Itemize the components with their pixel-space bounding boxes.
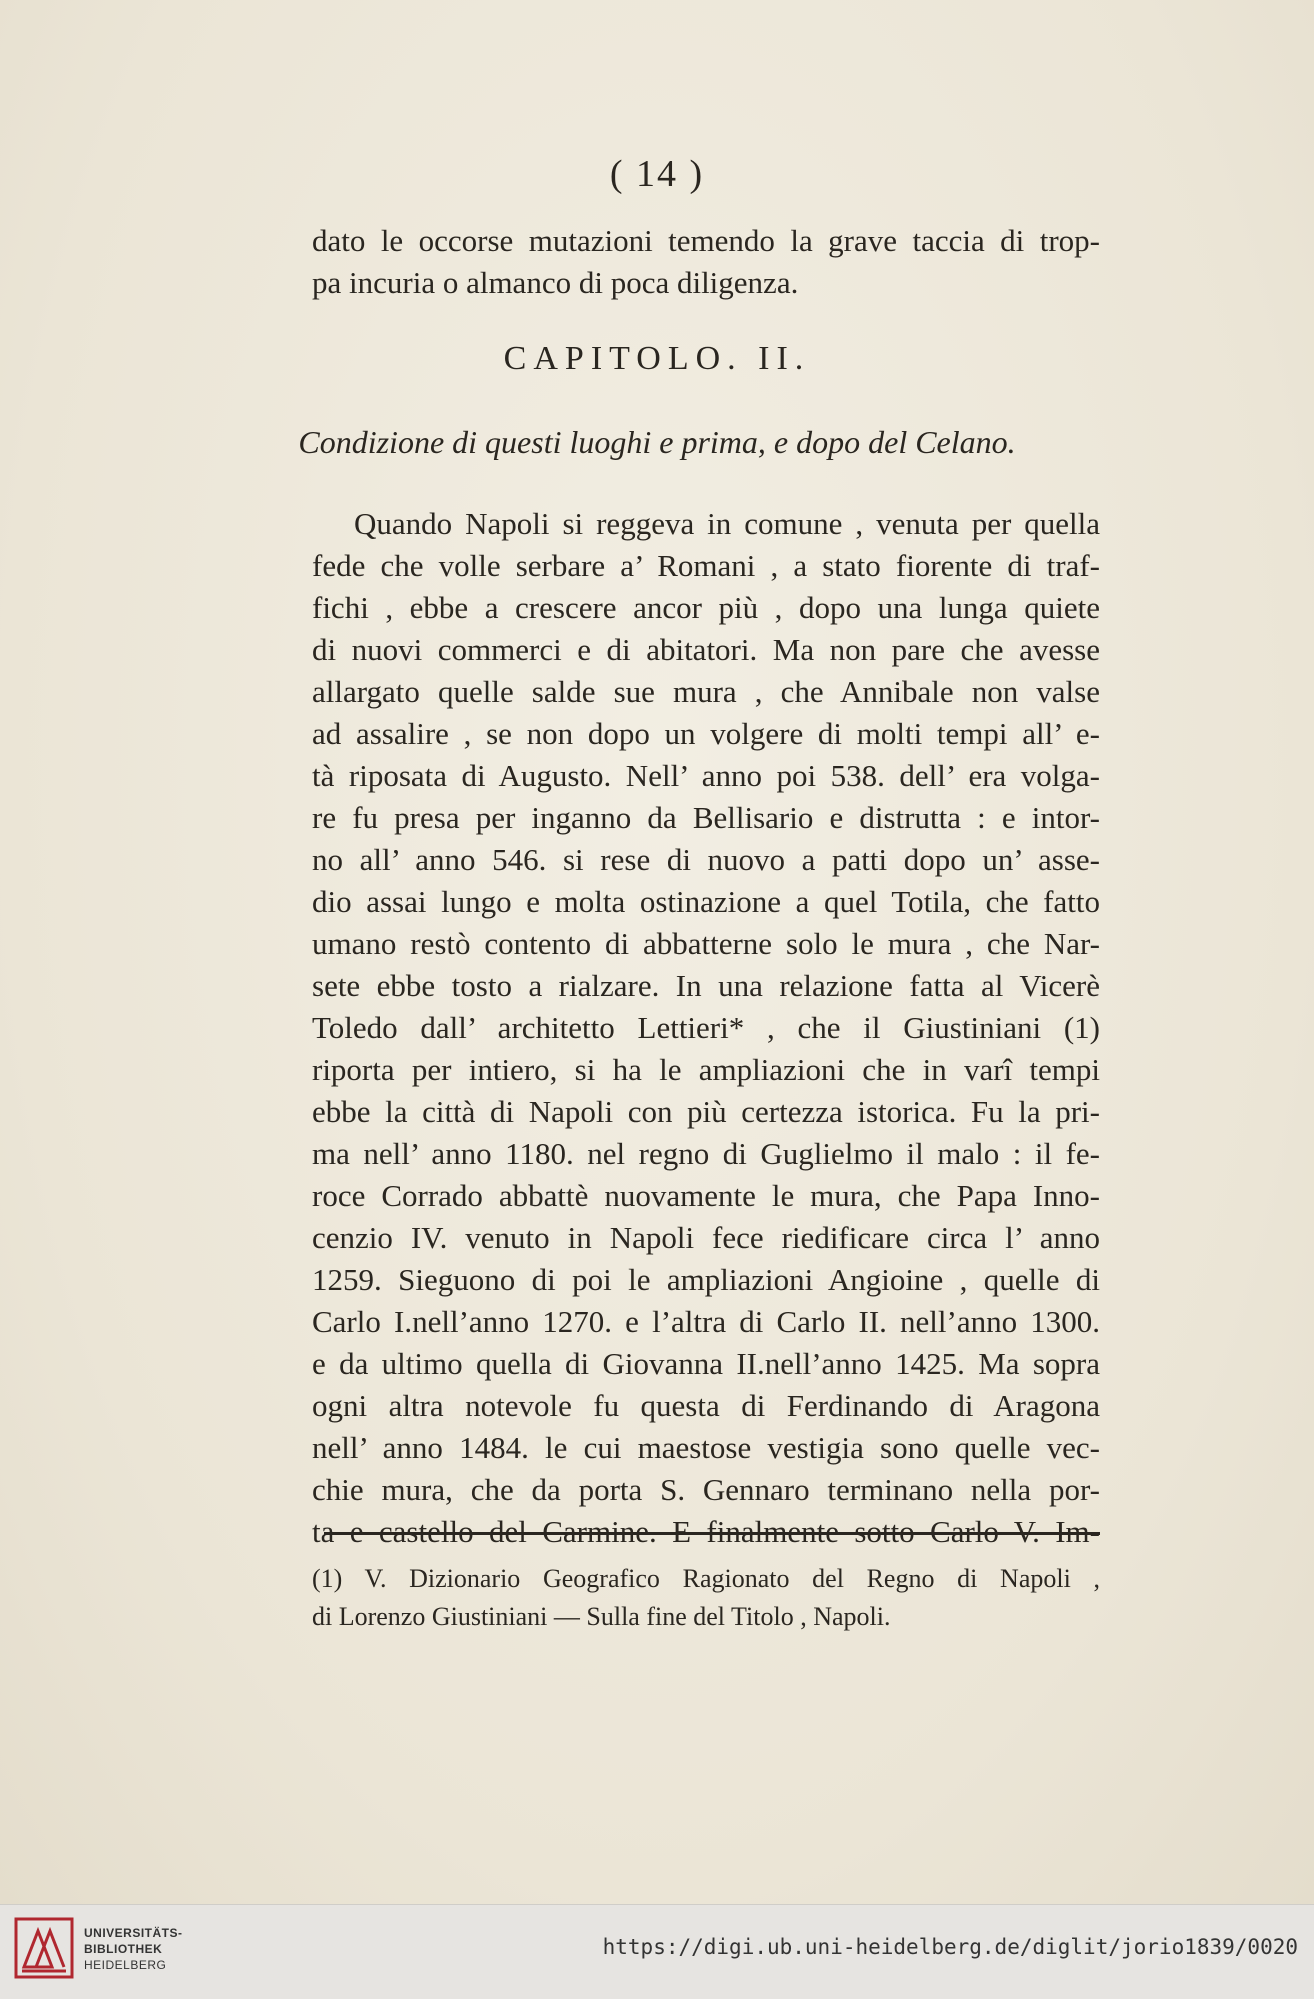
chapter-subtitle: Condizione di questi luoghi e prima, e dopo del Celano. — [298, 424, 1016, 460]
text-line: 1259. Sieguono di poi le ampliazioni Angioine , quelle di — [312, 1262, 1100, 1297]
text-line: fede che volle serbare a’ Romani , a stato fiorente di traf- — [312, 548, 1100, 583]
text-line: tà riposata di Augusto. Nell’ anno poi 538. dell’ era volga- — [312, 758, 1100, 793]
library-name-line: UNIVERSITÄTS- — [84, 1926, 183, 1940]
text-line: Toledo dall’ architetto Lettieri* , che il Giustiniani (1) — [312, 1010, 1100, 1045]
text-line: dio assai lungo e molta ostinazione a quel Totila, che fatto — [312, 884, 1100, 919]
text-line: allargato quelle salde sue mura , che Annibale non valse — [312, 674, 1100, 709]
text-line: ad assalire , se non dopo un volgere di molti tempi all’ e- — [312, 716, 1100, 751]
library-name-line: BIBLIOTHEK — [84, 1942, 163, 1956]
text-line: re fu presa per inganno da Bellisario e distrutta : e intor- — [312, 800, 1100, 835]
text-line: no all’ anno 546. si rese di nuovo a patti dopo un’ asse- — [312, 842, 1100, 877]
footnote-divider — [324, 1532, 1100, 1535]
viewer-footer — [0, 1904, 1314, 1999]
text-line: fichi , ebbe a crescere ancor più , dopo una lunga quiete — [312, 590, 1100, 625]
text-line: umano restò contento di abbatterne solo le mura , che Nar- — [312, 926, 1100, 961]
text-line: di nuovi commerci e di abitatori. Ma non pare che avesse — [312, 632, 1100, 667]
text-line: riporta per intiero, si ha le ampliazioni che in varî tempi — [312, 1052, 1100, 1087]
text-line: pa incuria o almanco di poca diligenza. — [312, 265, 799, 300]
page-number: ( 14 ) — [609, 153, 705, 195]
text-line: cenzio IV. venuto in Napoli fece riedificare circa l’ anno — [312, 1220, 1100, 1255]
library-name — [84, 1925, 183, 1973]
intro-paragraph — [312, 220, 1100, 304]
text-line: roce Corrado abbattè nuovamente le mura, che Papa Inno- — [312, 1178, 1100, 1213]
text-line: Quando Napoli si reggeva in comune , venuta per quella — [354, 506, 1100, 541]
source-url-link[interactable]: https://digi.ub.uni-heidelberg.de/diglit/jorio1839/0020 — [602, 1935, 1298, 1959]
footnote-line: (1) V. Dizionario Geografico Ragionato del Regno di Napoli , — [312, 1564, 1100, 1593]
body-paragraph — [312, 503, 1100, 1553]
text-line: e da ultimo quella di Giovanna II.nell’anno 1425. Ma sopra — [312, 1346, 1100, 1381]
text-line: sete ebbe tosto a rialzare. In una relazione fatta al Vicerè — [312, 968, 1100, 1003]
library-name-line: HEIDELBERG — [84, 1958, 167, 1972]
university-library-logo-icon[interactable] — [14, 1917, 74, 1979]
text-line: ogni altra notevole fu questa di Ferdinando di Aragona — [312, 1388, 1100, 1423]
text-line: ta e castello del Carmine. E finalmente sotto Carlo V. Im- — [312, 1514, 1100, 1549]
chapter-title: CAPITOLO. II. — [503, 340, 811, 377]
text-line: chie mura, che da porta S. Gennaro terminano nella por- — [312, 1472, 1100, 1507]
footnote-line: di Lorenzo Giustiniani — Sulla fine del Titolo , Napoli. — [312, 1602, 891, 1631]
footnote — [312, 1560, 1100, 1636]
text-line: ebbe la città di Napoli con più certezza istorica. Fu la pri- — [312, 1094, 1100, 1129]
text-line: Carlo I.nell’anno 1270. e l’altra di Carlo II. nell’anno 1300. — [312, 1304, 1100, 1339]
text-line: nell’ anno 1484. le cui maestose vestigia sono quelle vec- — [312, 1430, 1100, 1465]
text-line: ma nell’ anno 1180. nel regno di Guglielmo il malo : il fe- — [312, 1136, 1100, 1171]
text-line: dato le occorse mutazioni temendo la grave taccia di trop- — [312, 223, 1100, 258]
